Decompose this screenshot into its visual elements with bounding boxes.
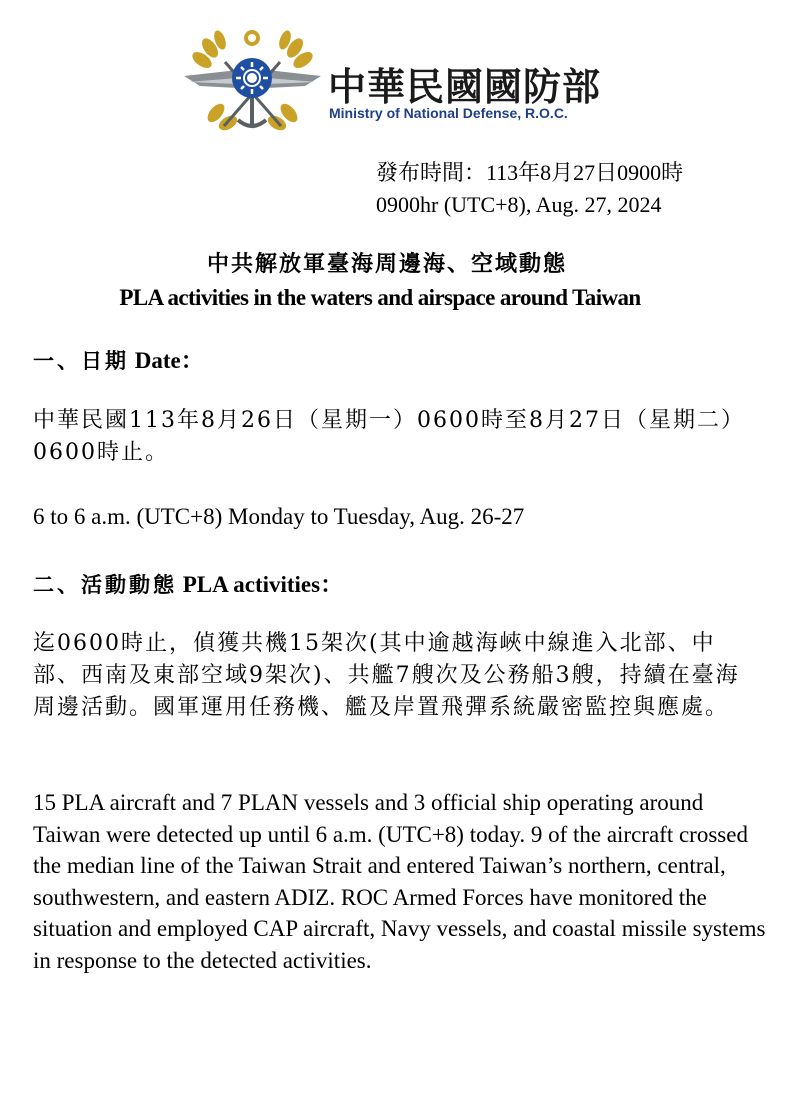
title-en: PLA activities in the waters and airspace around Taiwan [119,285,641,310]
activities-paragraph-en: 15 PLA aircraft and 7 PLAN vessels and 3 official ship operating around Taiwan were detected up until 6 a.m. (UTC+8) today. 9 of the aircraft crossed the median line of the Taiwan Strait and entered Taiwan’s northern, central, southwestern, and eastern ADIZ. ROC Armed Forces have monitored the situation and employed CAP aircraft, Navy vessels, and coastal missile systems in response to the detected activities. [33,790,766,973]
header [180,28,630,138]
release-time [376,157,683,221]
release-time-en: 0900hr (UTC+8), Aug. 27, 2024 [376,192,662,217]
release-time-zh: 發布時間：113年8月27日0900時 [376,160,684,185]
org-name-en: Ministry of National Defense, R.O.C. [329,105,568,121]
section-heading-activities [33,566,343,599]
section-heading-activities-en: PLA activities： [182,572,344,597]
section-heading-date-en: Date： [134,348,204,373]
section-heading-date-zh: 一、日期 [33,349,129,373]
activities-paragraph-zh: 迄0600時止，偵獲共機15架次(其中逾越海峽中線進入北部、中部、西南及東部空域9架次)、共艦7艘次及公務船3艘，持續在臺海周邊活動。國軍運用任務機、艦及岸置飛彈系統嚴密監控與應處。 [33,631,740,720]
section-heading-activities-zh: 二、活動動態 [33,573,177,597]
title-zh: 中共解放軍臺海周邊海、空域動態 [206,252,567,277]
mnd-emblem-icon [180,28,325,138]
document-title [0,248,760,314]
date-paragraph-zh: 中華民國113年8月26日（星期一）0600時至8月27日（星期二）0600時止。 [33,408,745,465]
section-heading-date [33,342,204,375]
org-name-zh: 中華民國國防部 [328,65,602,109]
date-paragraph-en: 6 to 6 a.m. (UTC+8) Monday to Tuesday, Aug. 26-27 [33,504,525,529]
